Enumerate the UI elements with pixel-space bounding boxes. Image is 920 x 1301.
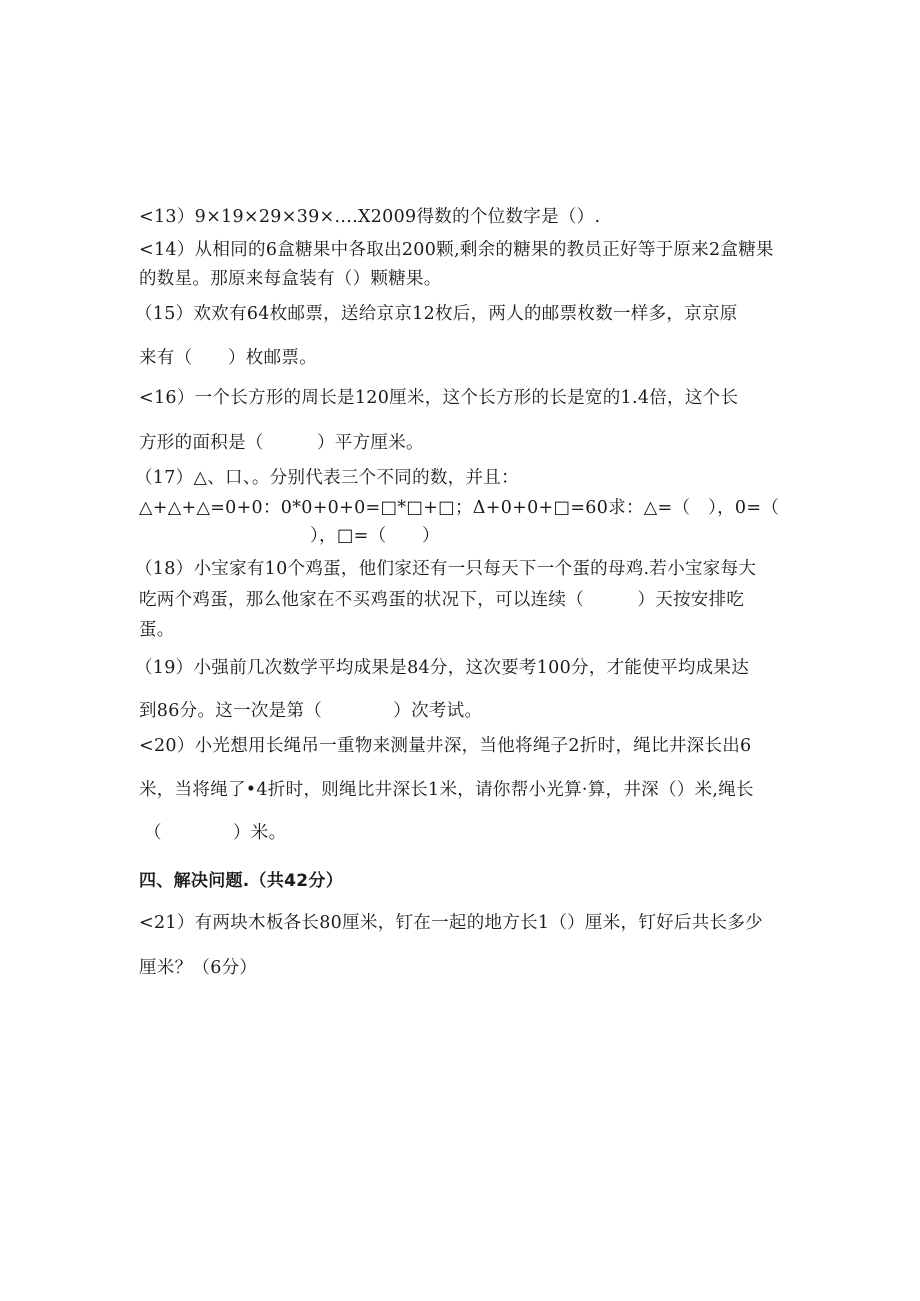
question-17-line-1: （17）△、口、。分别代表三个不同的数，并且： xyxy=(135,468,519,488)
question-16-line-1: <16）一个长方形的周长是120厘米，这个长方形的长是宽的1.4倍，这个长 xyxy=(139,388,739,408)
question-13-line-1: <13）9×19×29×39×....X2009得数的个位数字是（）. xyxy=(139,207,601,227)
question-18-line-3: 蛋。 xyxy=(139,620,175,640)
section-4-heading: 四、解决问题.（共42分） xyxy=(139,871,344,891)
question-14-line-2: 的数星。那原来每盒装有（）颗糖果。 xyxy=(139,269,442,289)
question-17-line-3: ），□=（ ） xyxy=(310,526,440,546)
question-21-line-1: <21）有两块木板各长80厘米，钉在一起的地方长1（）厘米，钉好后共长多少 xyxy=(139,913,763,933)
question-15-line-1: （15）欢欢有64枚邮票，送给京京12枚后，两人的邮票枚数一样多，京京原 xyxy=(135,304,738,324)
question-14-line-1: <14）从相同的6盒糖果中各取出200颗,剩余的糖果的教员正好等于原来2盒糖果 xyxy=(139,240,774,260)
question-18-line-1: （18）小宝家有10个鸡蛋，他们家还有一只每天下一个蛋的母鸡.若小宝家每大 xyxy=(135,559,757,579)
question-21-line-2: 厘米？（6分） xyxy=(139,958,258,978)
question-20-line-3: （ ）米。 xyxy=(144,823,287,843)
question-17-line-2: △+△+△=0+0：0*0+0+0=□*□+□；Δ+0+0+□=60求：△=（ ），0=（ xyxy=(139,498,780,518)
question-19-line-2: 到86分。这一次是第（ ）次考试。 xyxy=(139,701,483,721)
question-15-line-2: 来有（ ）枚邮票。 xyxy=(139,348,317,368)
question-18-line-2: 吃两个鸡蛋，那么他家在不买鸡蛋的状况下，可以连续（ ）天按安排吃 xyxy=(139,590,745,610)
question-20-line-1: <20）小光想用长绳吊一重物来测量井深，当他将绳子2折时，绳比井深长出6 xyxy=(139,736,752,756)
question-16-line-2: 方形的面积是（ ）平方厘米。 xyxy=(139,433,424,453)
question-19-line-1: （19）小强前几次数学平均成果是84分，这次要考100分，才能使平均成果达 xyxy=(135,658,750,678)
question-20-line-2: 米，当将绳了•4折时，则绳比井深长1米，请你帮小光算·算，井深（）米,绳长 xyxy=(139,780,754,800)
